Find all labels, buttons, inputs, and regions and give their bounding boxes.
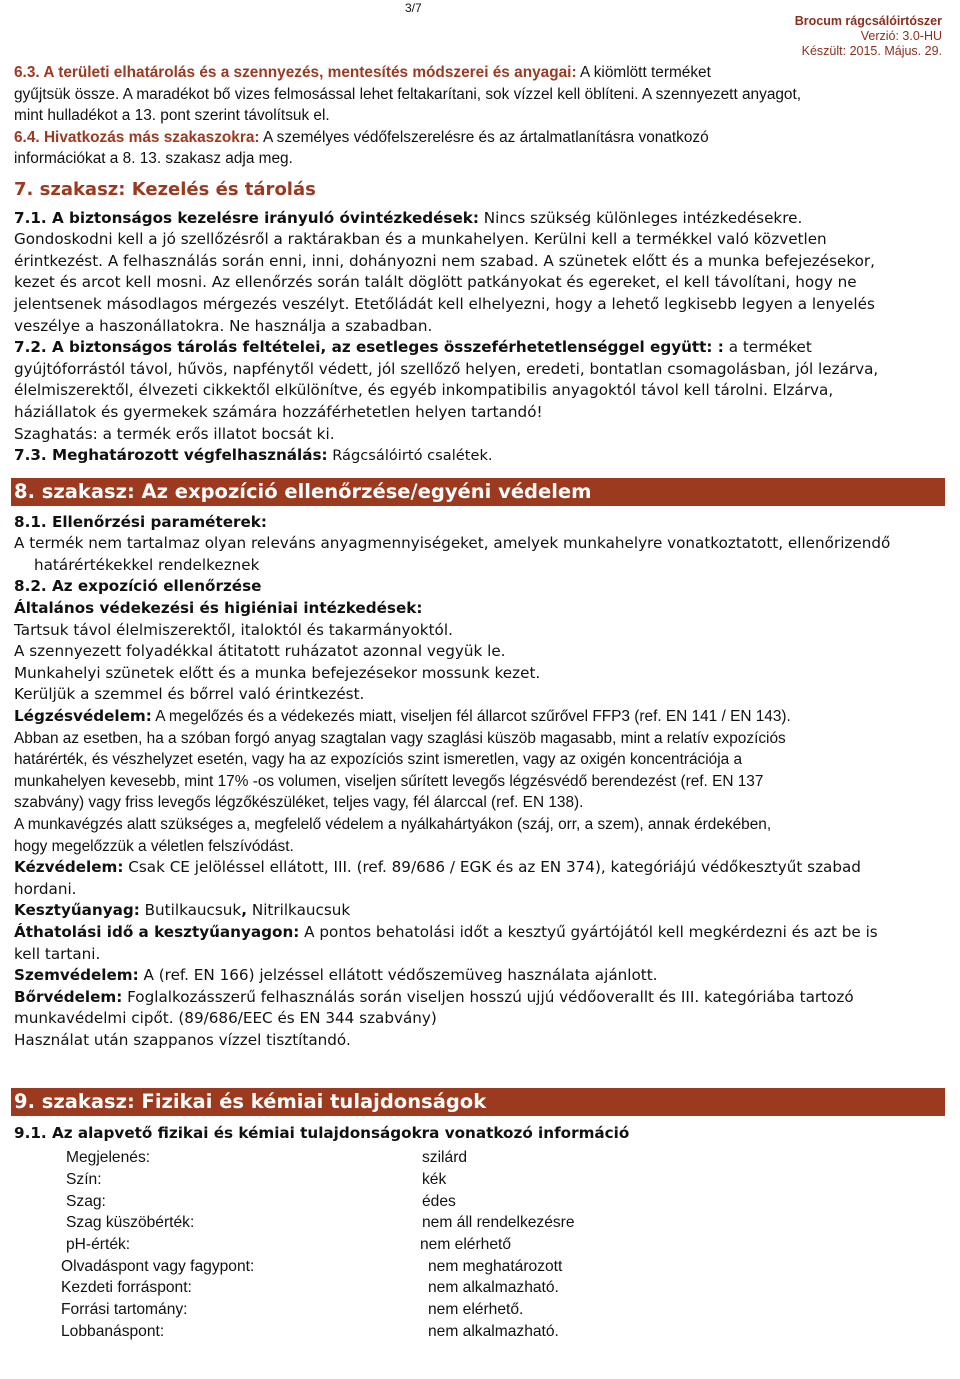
property-row — [14, 1169, 944, 1191]
text-line: veszélye a haszonállatokra. Ne használja a szabadban. — [14, 316, 433, 335]
section-7-title: 7. szakasz: Kezelés és tárolás — [14, 178, 316, 200]
paragraph-7-2: 7.2. A biztonságos tárolás feltételei, az esetleges összeférhetetlenséggel együtt: : a terméket — [14, 338, 812, 357]
property-label: Szag küszöbérték: — [66, 1214, 195, 1232]
property-label: Megjelenés: — [66, 1149, 151, 1167]
label-8-2: 8.2. Az expozíció ellenőrzése — [14, 577, 262, 596]
property-value: nem áll rendelkezésre — [422, 1214, 575, 1232]
text-line: jelentsenek másodlagos mérgezés veszélyt. Etetőládát kell elhelyezni, hogy a lehető legkisebb legyen a lenyelés — [14, 294, 875, 313]
section-9-title: 9. szakasz: Fizikai és kémiai tulajdonságok — [11, 1088, 945, 1116]
text-line: Gondoskodni kell a jó szellőzésről a raktárakban és a munkahelyen. Kerülni kell a termékkel való közvetlen — [14, 230, 827, 249]
property-row — [14, 1299, 944, 1321]
text-line: gyújtóforrástól távol, hűvös, napfénytől védett, jól szellőző helyen, eredeti, bontatlan csomagolásban, jól lezárva, — [14, 359, 879, 378]
property-label: Olvadáspont vagy fagypont: — [61, 1257, 255, 1275]
respiratory-protection: Légzésvédelem: A megelőzés és a védekezés miatt, viseljen fél állarcot szűrővel FFP3 (ref. EN 141 / EN 143). — [14, 707, 791, 726]
version: Verzió: 3.0-HU — [860, 29, 942, 43]
text-line: Tartsuk távol élelmiszerektől, italoktól és takarmányoktól. — [14, 620, 453, 639]
text-line: határértékekkel rendelkeznek — [34, 555, 260, 574]
property-row — [14, 1277, 944, 1299]
property-value: nem elérhető. — [428, 1300, 524, 1318]
product-name: Brocum rágcsálóirtószer — [794, 14, 942, 28]
property-label: Forrási tartomány: — [61, 1300, 188, 1318]
label-7-1: 7.1. A biztonságos kezelésre irányuló óvintézkedések: — [14, 208, 479, 227]
property-row — [14, 1256, 944, 1278]
label-8-1: 8.1. Ellenőrzési paraméterek: — [14, 512, 267, 531]
text-line: A szennyezett folyadékkal átitatott ruházatot azonnal vegyük le. — [14, 642, 506, 661]
text-line: A munkavégzés alatt szükséges a, megfelelő védelem a nyálkahártyákon (száj, orr, a szem), annak érdekében, — [14, 816, 772, 833]
text-line: Kerüljük a szemmel és bőrrel való érintkezést. — [14, 685, 365, 704]
skin-protection: Bőrvédelem: Foglalkozásszerű felhasználás során viseljen hosszú ujjú védőoverallt és III. kategóriába tartozó — [14, 987, 854, 1006]
label-6-3: 6.3. A területi elhatárolás és a szennyezés, mentesítés módszerei és anyagai: — [14, 64, 577, 81]
text-line: kell tartani. — [14, 944, 101, 963]
breakthrough-time: Áthatolási idő a kesztyűanyagon: A pontos behatolási időt a kesztyű gyártójától kell megkérdezni és azt be is — [14, 922, 878, 941]
text-line: szabvány) vagy friss levegős légzőkészüléket, teljes vagy, fél álarccal (ref. EN 138). — [14, 794, 584, 812]
property-row — [14, 1191, 944, 1213]
text-line: Használat után szappanos vízzel tisztítandó. — [14, 1030, 351, 1049]
paragraph-7-3: 7.3. Meghatározott végfelhasználás: Rágcsálóirtó csalétek. — [14, 446, 493, 465]
text-line: érintkezést. A felhasználás során enni, inni, dohányozni nem szabad. A szünetek előtt és a munka befejezésekor, — [14, 251, 875, 270]
property-value: édes — [422, 1192, 456, 1210]
text-line: A termék nem tartalmaz olyan releváns anyagmennyiségeket, amelyek munkahelyre vonatkoztatott, ellenőrizendő — [14, 534, 891, 553]
document-header — [795, 14, 942, 59]
property-value: nem alkalmazható. — [428, 1322, 559, 1340]
label-7-2: 7.2. A biztonságos tárolás feltételei, az esetleges összeférhetetlenséggel együtt: : — [14, 338, 724, 357]
paragraph-6-4: 6.4. Hivatkozás más szakaszokra: A személyes védőfelszerelésre és az ártalmatlanításra vonatkozó — [14, 128, 709, 146]
label-7-3: 7.3. Meghatározott végfelhasználás: — [14, 446, 328, 465]
text-line: munkahelyen kevesebb, mint 17% -os volumen, viseljen sűrített levegős légzésvédő berendezést (ref. EN 137 — [14, 772, 764, 790]
property-row — [14, 1212, 944, 1234]
text-line: gyűjtsük össze. A maradékot bő vizes felmosással lehet feltakarítani, sok vízzel kell öblíteni. A szennyezett anyagot, — [14, 85, 802, 103]
property-value: nem alkalmazható. — [428, 1279, 559, 1297]
text-line: munkavédelmi cipőt. (89/686/EEC és EN 344 szabvány) — [14, 1009, 437, 1028]
eye-protection: Szemvédelem: A (ref. EN 166) jelzéssel ellátott védőszemüveg használata ajánlott. — [14, 966, 658, 985]
page-number: 3/7 — [405, 1, 422, 15]
property-row — [14, 1321, 944, 1343]
paragraph-7-1: 7.1. A biztonságos kezelésre irányuló óvintézkedések: Nincs szükség különleges intézkedésekre. — [14, 208, 803, 227]
property-row — [14, 1234, 944, 1256]
text-line: háziállatok és gyermekek számára hozzáférhetetlen helyen tartandó! — [14, 402, 543, 421]
glove-material: Kesztyűanyag: Butilkaucsuk, Nitrilkaucsuk — [14, 901, 351, 920]
paragraph-6-3: 6.3. A területi elhatárolás és a szennyezés, mentesítés módszerei és anyagai: A kiömlött terméket — [14, 64, 711, 81]
text-line: élelmiszerektől, élvezeti cikkektől elkülönítve, és egyéb inkompatibilis anyagoktól távol kell tárolni. Elzárva, — [14, 381, 834, 400]
text-line: Abban az esetben, ha a szóban forgó anyag szagtalan vagy szaglási küszöb magasabb, mint a relatív expozíciós — [14, 729, 786, 747]
property-value: nem meghatározott — [428, 1257, 563, 1275]
document-body — [14, 62, 944, 1342]
text-line: mint hulladékot a 13. pont szerint távolítsuk el. — [14, 107, 330, 125]
text-line: hogy megelőzzük a véletlen felszívódást. — [14, 837, 294, 855]
section-8-title: 8. szakasz: Az expozíció ellenőrzése/egyéni védelem — [11, 478, 945, 506]
properties-table — [14, 1147, 944, 1342]
property-label: Kezdeti forráspont: — [61, 1279, 192, 1297]
property-label: Szín: — [66, 1170, 102, 1188]
property-label: pH-érték: — [66, 1235, 131, 1253]
property-row — [14, 1147, 944, 1169]
property-value: szilárd — [422, 1149, 468, 1167]
text-line: Munkahelyi szünetek előtt és a munka befejezésekor mossunk kezet. — [14, 663, 541, 682]
created-date: Készült: 2015. Május. 29. — [801, 44, 942, 58]
property-label: Lobbanáspont: — [61, 1322, 165, 1340]
label-9-1: 9.1. Az alapvető fizikai és kémiai tulajdonságokra vonatkozó információ — [14, 1123, 630, 1142]
text-line: határérték, és vészhelyzet esetén, vagy ha az expozíciós szint ismeretlen, vagy az oxigén koncentrációja a — [14, 751, 743, 769]
text-line: kezet és arcot kell mosni. Az ellenőrzés során talált döglött patkányokat és egereket, el kell távolítani, hogy ne — [14, 273, 857, 292]
label-general-measures: Általános védekezési és higiéniai intézkedések: — [14, 599, 423, 618]
property-value: kék — [422, 1170, 447, 1188]
property-value: nem elérhető — [420, 1235, 512, 1253]
property-label: Szag: — [66, 1192, 106, 1210]
label-6-4: 6.4. Hivatkozás más szakaszokra: — [14, 128, 260, 146]
text-line: információkat a 8. 13. szakasz adja meg. — [14, 150, 293, 168]
hand-protection: Kézvédelem: Csak CE jelöléssel ellátott, III. (ref. 89/686 / EGK és az EN 374), kategóriájú védőkesztyűt szabad — [14, 858, 861, 877]
text-line: Szaghatás: a termék erős illatot bocsát ki. — [14, 424, 335, 443]
text-line: hordani. — [14, 879, 77, 898]
